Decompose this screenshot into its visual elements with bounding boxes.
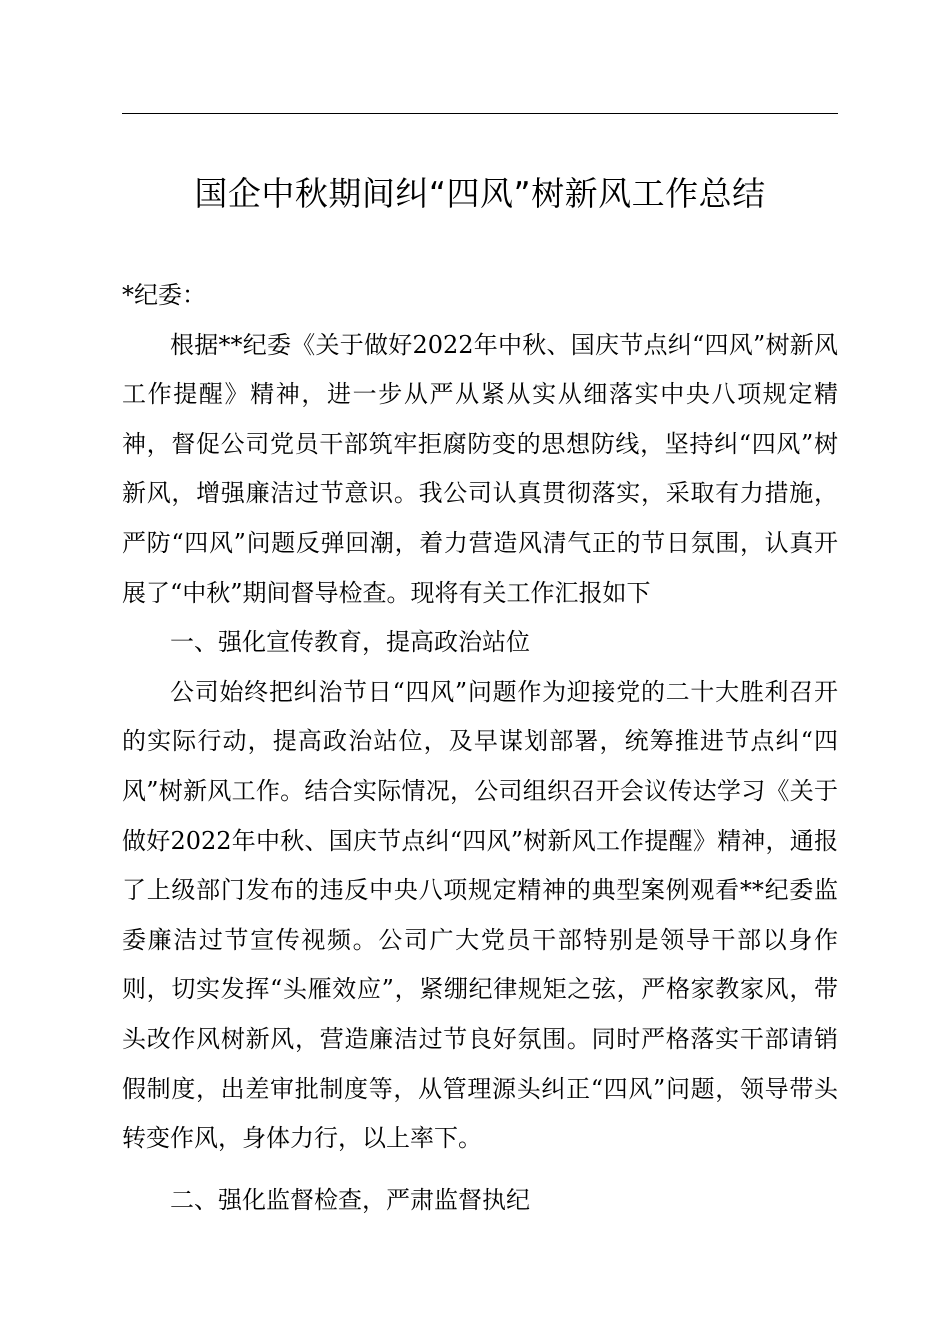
section-two-heading: 二、强化监督检查，严肃监督执纪 <box>170 1185 530 1214</box>
document-body <box>122 271 838 1225</box>
document-title: 国企中秋期间纠“四风”树新风工作总结 <box>194 174 766 213</box>
section-one-paragraph: 公司始终把纠治节日“四风”问题作为迎接党的二十大胜利召开的实际行动，提高政治站位，及早谋划部署，统筹推进节点纠“四风”树新风工作。结合实际情况，公司组织召开会议传达学习《关于做好2022年中秋、国庆节点纠“四风”树新风工作提醒》精神，通报了上级部门发布的违反中央八项规定精神的典型案例观看**纪委监委廉洁过节宣传视频。公司广大党员干部特别是领导干部以身作则，切实发挥“头雁效应”，紧绷纪律规矩之弦，严格家教家风，带头改作风树新风，营造廉洁过节良好氛围。同时严格落实干部请销假制度，出差审批制度等，从管理源头纠正“四风”问题，领导带头转变作风，身体力行，以上率下。 <box>122 677 838 1153</box>
intro-paragraph: 根据**纪委《关于做好2022年中秋、国庆节点纠“四风”树新风工作提醒》精神，进一步从严从紧从实从细落实中央八项规定精神，督促公司党员干部筑牢拒腐防变的思想防线，坚持纠“四风”树新风，增强廉洁过节意识。我公司认真贯彻落实，采取有力措施，严防“四风”问题反弹回潮，着力营造风清气正的节日氛围，认真开展了“中秋”期间督导检查。现将有关工作汇报如下 <box>122 330 838 607</box>
section-one-heading: 一、强化宣传教育，提高政治站位 <box>170 628 530 657</box>
header-rule <box>122 113 838 114</box>
salutation: *纪委： <box>122 281 206 309</box>
